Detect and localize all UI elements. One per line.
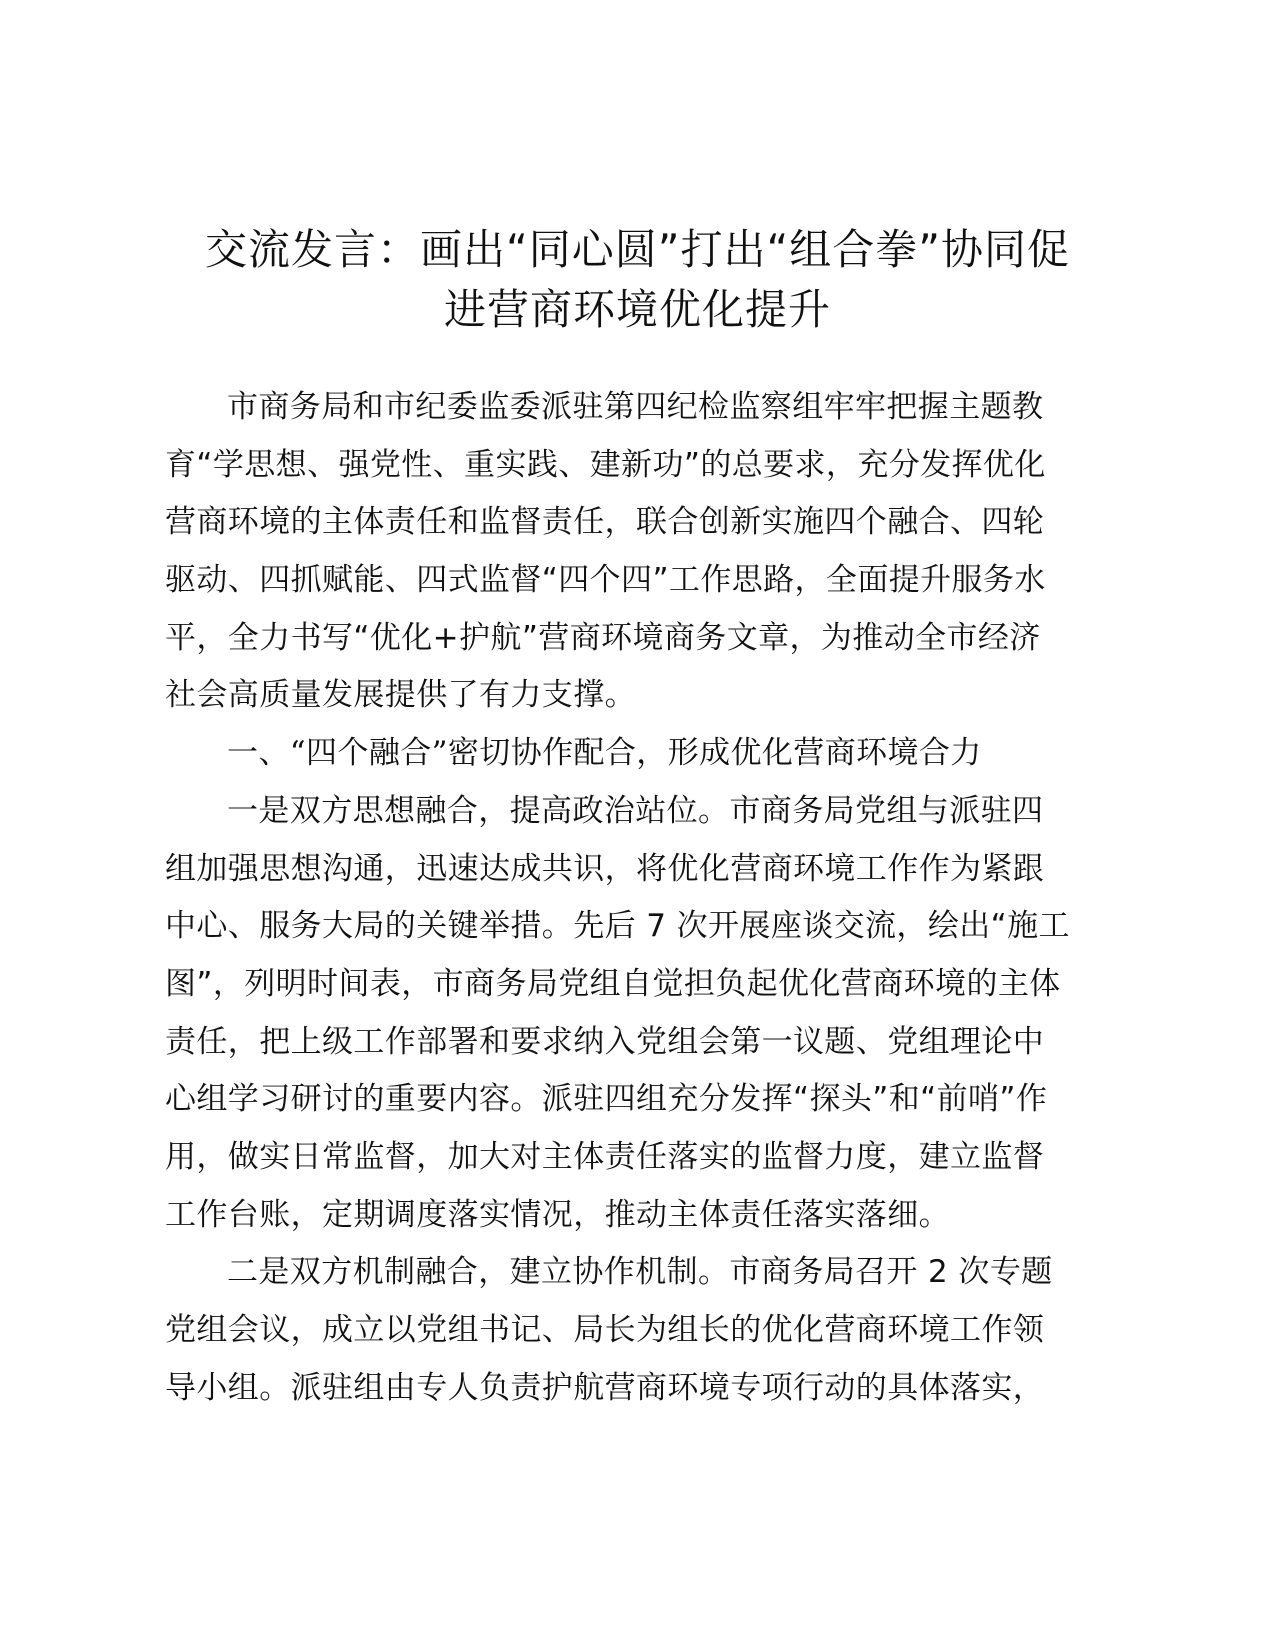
paragraph-line: 用，做实日常监督，加大对主体责任落实的监督力度，建立监督 — [165, 1138, 1045, 1175]
paragraph-line: 市商务局和市纪委监委派驻第四纪检监察组牢牢把握主题教 — [227, 389, 1044, 425]
paragraph-line: 心组学习研讨的重要内容。派驻四组充分发挥“探头”和“前哨”作 — [165, 1081, 1048, 1118]
paragraph-line: 中心、服务大局的关键举措。先后 7 次开展座谈交流，绘出“施工 — [165, 908, 1070, 945]
paragraph-line: 一是双方思想融合，提高政治站位。市商务局党组与派驻四 — [227, 792, 1044, 829]
paragraph-line: 营商环境的主体责任和监督责任，联合创新实施四个融合、四轮 — [165, 504, 1045, 541]
title-line: 交流发言：画出“同心圆”打出“组合拳”协同促 — [204, 225, 1071, 274]
paragraph-line: 工作台账，定期调度落实情况，推动主体责任落实落细。 — [165, 1196, 950, 1233]
paragraph-line: 组加强思想沟通，迅速达成共识，将优化营商环境工作作为紧跟 — [165, 850, 1045, 887]
paragraph-line: 平，全力书写“优化+护航”营商环境商务文章，为推动全市经济 — [165, 619, 1041, 656]
section-heading: 一、“四个融合”密切协作配合，形成优化营商环境合力 — [227, 735, 982, 772]
document-title — [150, 220, 1125, 340]
paragraph-line: 社会高质量发展提供了有力支撑。 — [165, 677, 636, 714]
paragraph-line: 驱动、四抓赋能、四式监督“四个四”工作思路，全面提升服务水 — [165, 562, 1046, 599]
title-line: 进营商环境优化提升 — [443, 285, 831, 334]
document-body — [165, 379, 1125, 1417]
paragraph-line: 责任，把上级工作部署和要求纳入党组会第一议题、党组理论中 — [165, 1023, 1045, 1060]
paragraph-line: 二是双方机制融合，建立协作机制。市商务局召开 2 次专题 — [227, 1254, 1053, 1291]
paragraph-line: 党组会议，成立以党组书记、局长为组长的优化营商环境工作领 — [165, 1312, 1045, 1348]
paragraph-line: 图”，列明时间表，市商务局党组自觉担负起优化营商环境的主体 — [165, 965, 1061, 1002]
paragraph-line: 导小组。派驻组由专人负责护航营商环境专项行动的具体落实， — [165, 1369, 1045, 1406]
paragraph-line: 育“学思想、强党性、重实践、建新功”的总要求，充分发挥优化 — [165, 446, 1046, 483]
